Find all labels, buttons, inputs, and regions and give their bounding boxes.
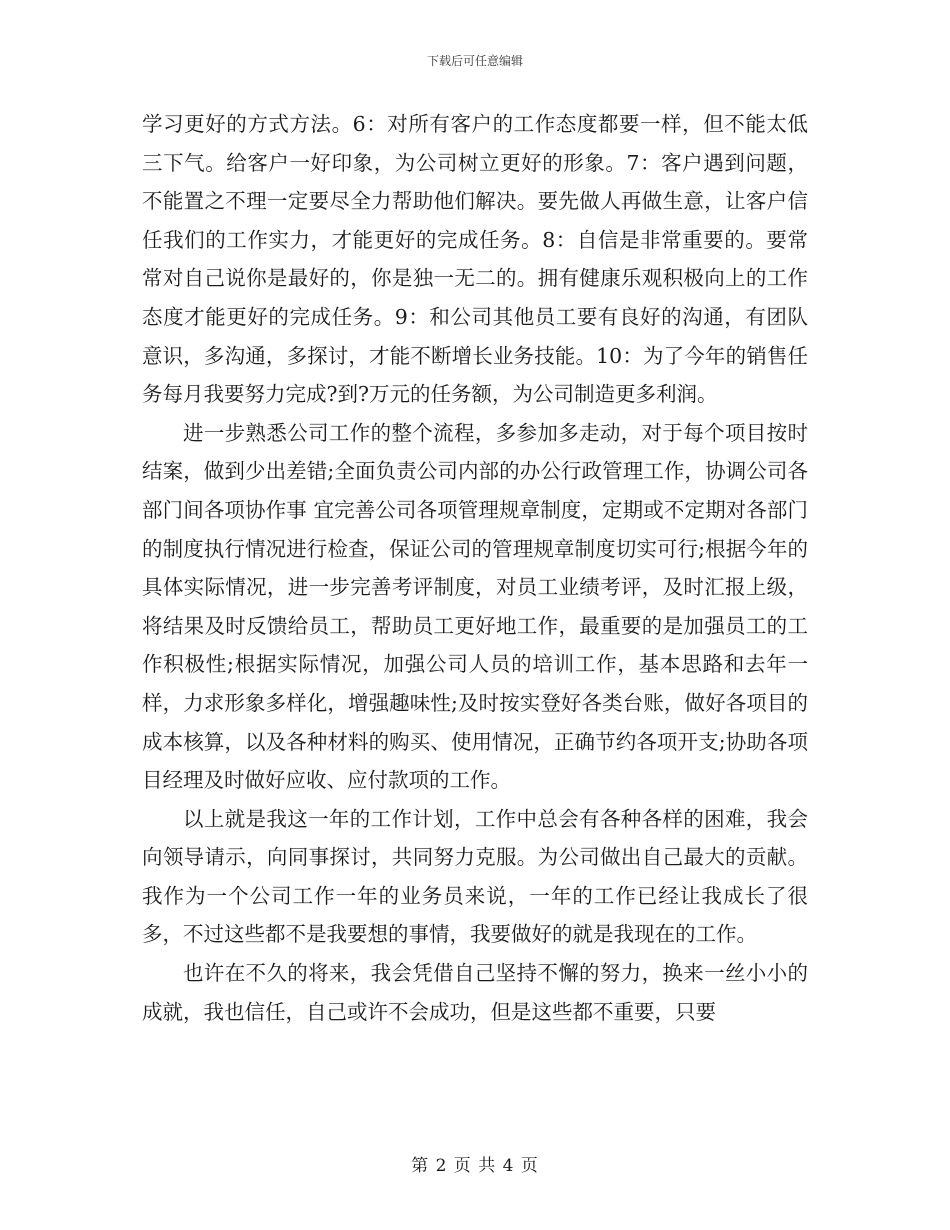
paragraph-continued: 学习更好的方式方法。6：对所有客户的工作态度都要一样，但不能太低三下气。给客户一好印象，为公司树立更好的形象。7：客户遇到问题，不能置之不理一定要尽全力帮助他们解决。要先做人再做生意，让客户信任我们的工作实力，才能更好的完成任务。8：自信是非常重要的。要常常对自己说你是最好的，你是独一无二的。拥有健康乐观积极向上的工作态度才能更好的完成任务。9：和公司其他员工要有良好的沟通，有团队意识，多沟通，多探讨，才能不断增长业务技能。10：为了今年的销售任务每月我要努力完成?到?万元的任务额，为公司制造更多利润。 — [142, 112, 808, 407]
document-body — [142, 105, 808, 1031]
page-header-note: 下载后可任意编辑 — [426, 54, 523, 68]
paragraph-work-process: 进一步熟悉公司工作的整个流程，多参加多走动，对于每个项目按时结案，做到少出差错;全面负责公司内部的办公行政管理工作，协调公司各部门间各项协作事 宜完善公司各项管理规章制度，定期或不定期对各部门的制度执行情况进行检查，保证公司的管理规章制度切实可行;根据今年的具体实际情况，进一步完善考评制度，对员工业绩考评，及时汇报上级，将结果及时反馈给员工，帮助员工更好地工作，最重要的是加强员工的工作积极性;根据实际情况，加强公司人员的培训工作，基本思路和去年一样，力求形象多样化，增强趣味性;及时按实登好各类台账，做好各项目的成本核算，以及各种材料的购买、使用情况，正确节约各项开支;协助各项目经理及时做好应收、应付款项的工作。 — [142, 420, 808, 793]
paragraph-future: 也许在不久的将来，我会凭借自己坚持不懈的努力，换来一丝小小的成就，我也信任，自己或许不会成功，但是这些都不重要，只要 — [142, 961, 808, 1024]
page-number-footer: 第 2 页 共 4 页 — [411, 1156, 539, 1176]
paragraph-summary: 以上就是我这一年的工作计划，工作中总会有各种各样的困难，我会向领导请示，向同事探讨，共同努力克服。为公司做出自己最大的贡献。 我作为一个公司工作一年的业务员来说，一年的工作已经让我成长了很多，不过这些都不是我要想的事情，我要做好的就是我现在的工作。 — [142, 806, 808, 947]
